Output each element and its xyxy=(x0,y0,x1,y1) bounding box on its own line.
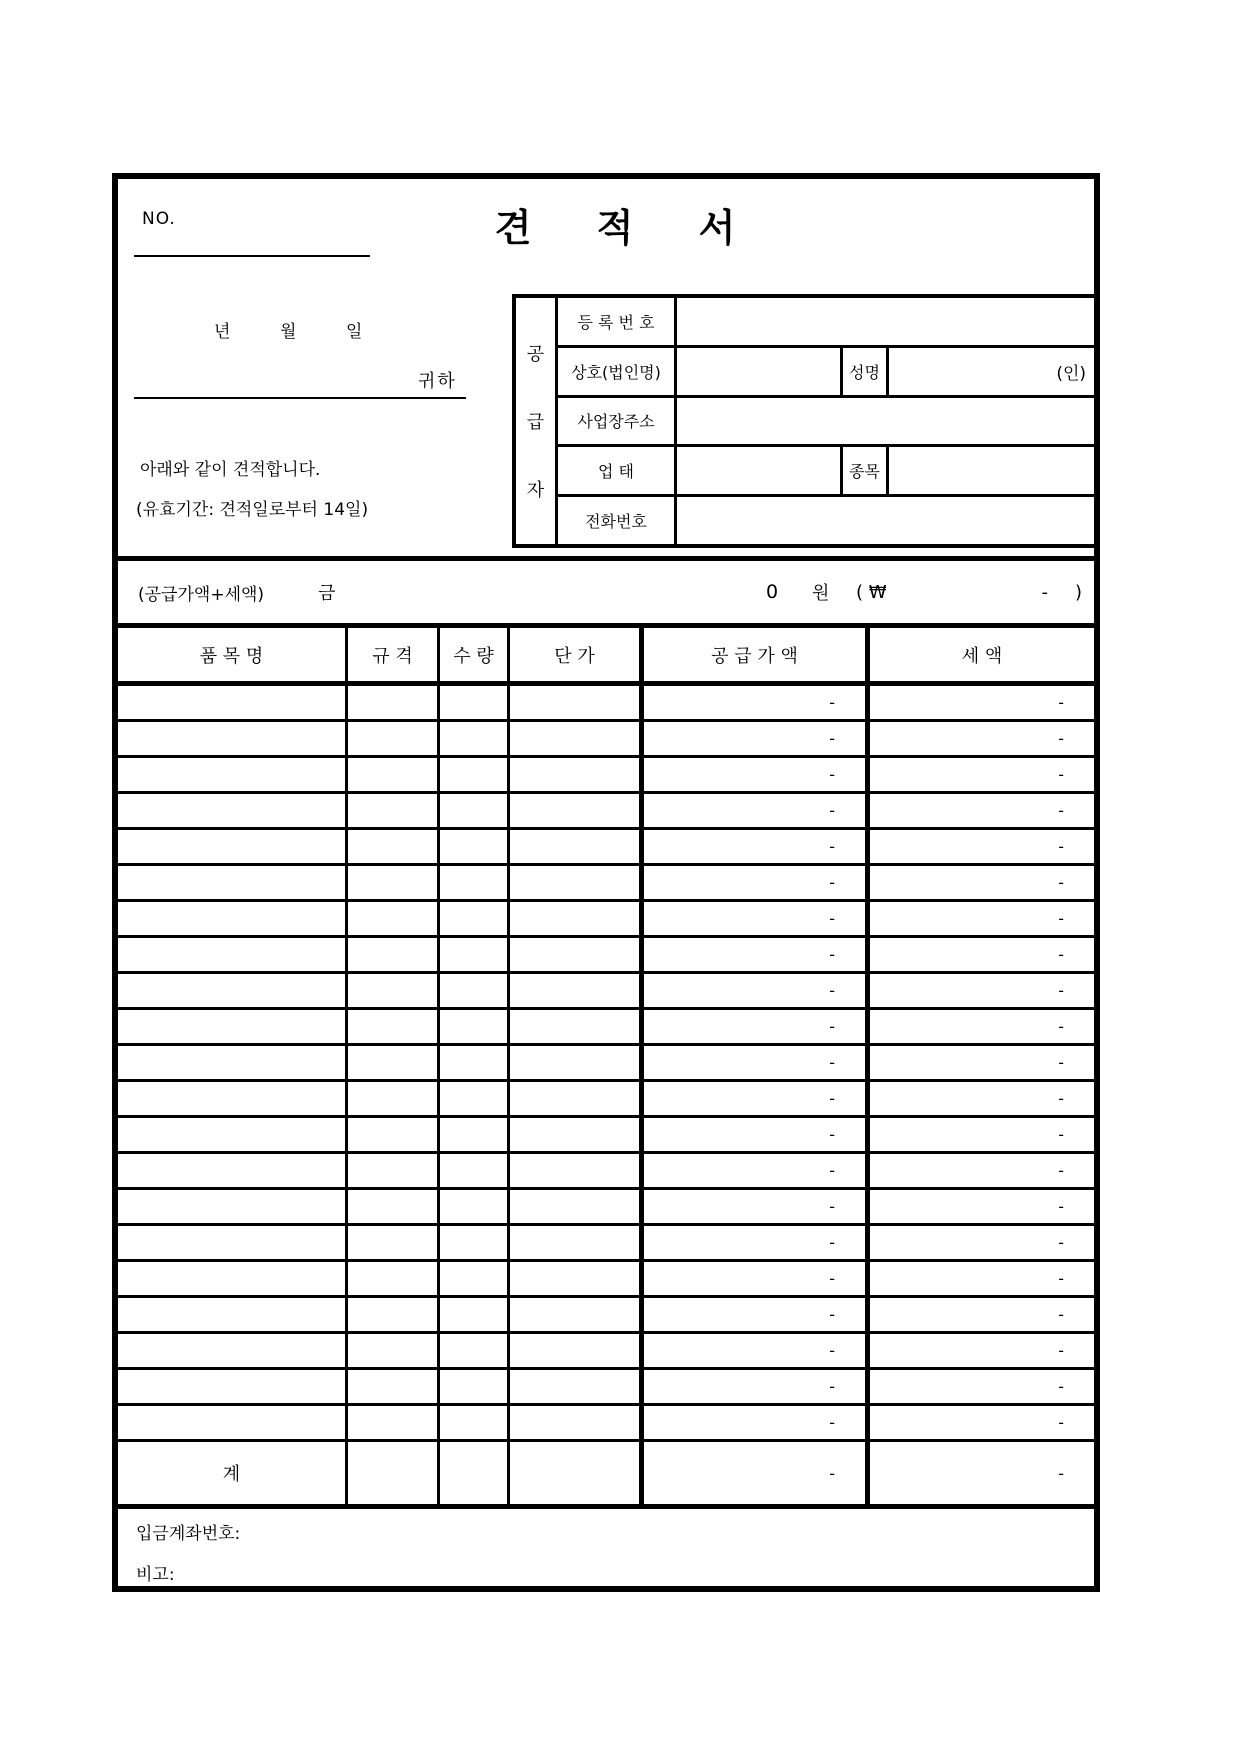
item-spec-cell xyxy=(348,794,440,827)
item-unit-price-cell xyxy=(510,974,644,1007)
amount-row xyxy=(118,561,1094,628)
item-row xyxy=(118,1082,1094,1118)
close-paren: ) xyxy=(1074,581,1082,603)
item-qty-cell xyxy=(440,1010,510,1043)
item-row xyxy=(118,1154,1094,1190)
item-unit-price-cell xyxy=(510,1046,644,1079)
item-name-cell xyxy=(118,1298,348,1331)
item-spec-cell xyxy=(348,686,440,719)
item-unit-price-cell xyxy=(510,938,644,971)
item-tax-cell: - xyxy=(1058,1377,1064,1396)
item-name-cell xyxy=(118,1118,348,1151)
item-unit-price-cell xyxy=(510,686,644,719)
registration-label: 등 록 번 호 xyxy=(558,298,677,345)
item-tax-cell: - xyxy=(1058,1269,1064,1288)
item-supply-value-cell: - xyxy=(644,1334,870,1367)
item-name-cell xyxy=(118,1370,348,1403)
item-name-cell xyxy=(118,1406,348,1439)
item-row xyxy=(118,1262,1094,1298)
address-label: 사업장주소 xyxy=(558,398,677,445)
item-qty-cell xyxy=(440,1370,510,1403)
item-supply-value-cell: - xyxy=(644,974,870,1007)
item-unit-price-cell xyxy=(510,866,644,899)
amount-label: (공급가액+세액) xyxy=(138,584,265,605)
item-qty-cell xyxy=(440,722,510,755)
item-row xyxy=(118,1190,1094,1226)
item-tax-cell: - xyxy=(1058,693,1064,712)
supplier-rows xyxy=(558,298,1094,544)
document-title: 견 적 서 xyxy=(494,206,762,250)
item-name-cell xyxy=(118,1190,348,1223)
item-spec-cell xyxy=(348,1190,440,1223)
address-value xyxy=(677,398,1094,445)
item-supply-value-cell: - xyxy=(644,1082,870,1115)
item-supply-value-cell: - xyxy=(644,758,870,791)
items-header-row xyxy=(118,628,1094,686)
item-unit-price-cell xyxy=(510,1370,644,1403)
item-spec-cell xyxy=(348,1370,440,1403)
recipient-label: 귀하 xyxy=(418,371,457,392)
item-spec-cell xyxy=(348,938,440,971)
company-label: 상호(법인명) xyxy=(558,348,677,395)
item-tax-cell: - xyxy=(1058,1053,1064,1072)
item-name-cell xyxy=(118,722,348,755)
item-row xyxy=(118,938,1094,974)
item-name-cell xyxy=(118,686,348,719)
item-unit-price-cell xyxy=(510,1262,644,1295)
item-spec-cell xyxy=(348,1262,440,1295)
supplier-side-label xyxy=(516,298,558,544)
phone-value xyxy=(677,497,1094,544)
item-spec-cell xyxy=(348,722,440,755)
supplier-business-row xyxy=(558,447,1094,497)
item-unit-price-cell xyxy=(510,1010,644,1043)
item-qty-cell xyxy=(440,1118,510,1151)
item-qty-cell xyxy=(440,1262,510,1295)
item-name-cell xyxy=(118,1154,348,1187)
item-name-cell xyxy=(118,794,348,827)
supplier-registration-row xyxy=(558,298,1094,348)
item-supply-value-cell: - xyxy=(644,1298,870,1331)
item-row xyxy=(118,974,1094,1010)
registration-value xyxy=(677,298,1094,345)
item-qty-cell xyxy=(440,1406,510,1439)
remarks-label: 비고: xyxy=(136,1565,175,1585)
item-supply-value-cell: - xyxy=(644,686,870,719)
open-paren: ( ₩ xyxy=(856,581,887,603)
item-row xyxy=(118,902,1094,938)
total-spec-cell xyxy=(348,1442,440,1504)
supplier-table xyxy=(512,294,1094,548)
total-label: 계 xyxy=(118,1442,348,1504)
business-item-value xyxy=(889,447,1094,494)
item-unit-price-cell xyxy=(510,1118,644,1151)
item-spec-cell xyxy=(348,1298,440,1331)
total-row xyxy=(118,1442,1094,1509)
item-spec-cell xyxy=(348,1406,440,1439)
item-unit-price-cell xyxy=(510,1406,644,1439)
item-unit-price-cell xyxy=(510,1190,644,1223)
item-unit-price-cell xyxy=(510,1334,644,1367)
item-spec-cell xyxy=(348,1046,440,1079)
item-qty-cell xyxy=(440,758,510,791)
supplier-side-char: 공 xyxy=(526,344,545,365)
item-row xyxy=(118,794,1094,830)
document-footer xyxy=(118,1509,1094,1611)
item-qty-cell xyxy=(440,1334,510,1367)
item-tax-cell: - xyxy=(1058,1089,1064,1108)
item-qty-cell xyxy=(440,902,510,935)
item-supply-value-cell: - xyxy=(644,1262,870,1295)
amount-value: 0 xyxy=(766,581,779,603)
item-qty-cell xyxy=(440,1154,510,1187)
item-name-cell xyxy=(118,938,348,971)
header-qty: 수 량 xyxy=(440,628,510,681)
item-name-cell xyxy=(118,758,348,791)
header-unit-price: 단 가 xyxy=(510,628,644,681)
item-supply-value-cell: - xyxy=(644,1118,870,1151)
item-qty-cell xyxy=(440,794,510,827)
item-row xyxy=(118,830,1094,866)
header-supply-value: 공 급 가 액 xyxy=(644,628,870,681)
item-spec-cell xyxy=(348,1334,440,1367)
phone-label: 전화번호 xyxy=(558,497,677,544)
item-tax-cell: - xyxy=(1058,1305,1064,1324)
item-spec-cell xyxy=(348,902,440,935)
item-unit-price-cell xyxy=(510,1298,644,1331)
no-underline xyxy=(134,255,370,257)
item-tax-cell: - xyxy=(1058,801,1064,820)
item-qty-cell xyxy=(440,830,510,863)
item-row xyxy=(118,1046,1094,1082)
supplier-phone-row xyxy=(558,497,1094,544)
item-qty-cell xyxy=(440,1046,510,1079)
item-supply-value-cell: - xyxy=(644,938,870,971)
item-spec-cell xyxy=(348,830,440,863)
item-spec-cell xyxy=(348,1082,440,1115)
business-type-label: 업 태 xyxy=(558,447,677,494)
item-row xyxy=(118,1226,1094,1262)
item-row xyxy=(118,1370,1094,1406)
item-supply-value-cell: - xyxy=(644,1154,870,1187)
item-spec-cell xyxy=(348,1154,440,1187)
currency-label: 원 xyxy=(812,583,830,604)
item-row xyxy=(118,722,1094,758)
item-name-cell xyxy=(118,1046,348,1079)
item-name-cell xyxy=(118,1334,348,1367)
item-tax-cell: - xyxy=(1058,1125,1064,1144)
supplier-address-row xyxy=(558,398,1094,448)
item-supply-value-cell: - xyxy=(644,722,870,755)
item-unit-price-cell xyxy=(510,722,644,755)
item-row xyxy=(118,1298,1094,1334)
item-tax-cell: - xyxy=(1058,1161,1064,1180)
greeting-line: 아래와 같이 견적합니다. xyxy=(140,460,321,480)
company-value xyxy=(677,348,843,395)
item-row xyxy=(118,686,1094,722)
header-tax: 세 액 xyxy=(961,645,1003,667)
item-qty-cell xyxy=(440,686,510,719)
item-qty-cell xyxy=(440,1190,510,1223)
header-section xyxy=(118,179,1094,561)
recipient-underline xyxy=(134,397,466,399)
no-label: NO. xyxy=(142,209,176,229)
item-unit-price-cell xyxy=(510,1226,644,1259)
money-label: 금 xyxy=(318,583,336,604)
item-supply-value-cell: - xyxy=(644,794,870,827)
item-unit-price-cell xyxy=(510,758,644,791)
item-supply-value-cell: - xyxy=(644,1190,870,1223)
item-tax-cell: - xyxy=(1058,945,1064,964)
header-spec: 규 격 xyxy=(348,628,440,681)
item-spec-cell xyxy=(348,974,440,1007)
item-qty-cell xyxy=(440,1082,510,1115)
total-qty-cell xyxy=(440,1442,510,1504)
item-tax-cell: - xyxy=(1058,909,1064,928)
item-supply-value-cell: - xyxy=(644,1406,870,1439)
item-row xyxy=(118,1334,1094,1370)
item-qty-cell xyxy=(440,974,510,1007)
seal-label: (인) xyxy=(1056,363,1086,384)
item-tax-cell: - xyxy=(1058,981,1064,1000)
item-name-cell xyxy=(118,830,348,863)
item-row xyxy=(118,1118,1094,1154)
item-supply-value-cell: - xyxy=(644,1010,870,1043)
item-qty-cell xyxy=(440,1298,510,1331)
item-spec-cell xyxy=(348,866,440,899)
item-supply-value-cell: - xyxy=(644,1226,870,1259)
item-row xyxy=(118,866,1094,902)
item-qty-cell xyxy=(440,1226,510,1259)
item-name-cell xyxy=(118,1082,348,1115)
item-tax-cell: - xyxy=(1058,1341,1064,1360)
business-item-label: 종목 xyxy=(843,447,889,494)
item-name-cell xyxy=(118,1226,348,1259)
item-name-cell xyxy=(118,866,348,899)
item-tax-cell: - xyxy=(1058,729,1064,748)
item-tax-cell: - xyxy=(1058,1197,1064,1216)
day-label: 일 xyxy=(346,322,363,342)
item-rows xyxy=(118,686,1094,1442)
item-unit-price-cell xyxy=(510,1154,644,1187)
year-label: 년 xyxy=(214,322,231,342)
quotation-document xyxy=(112,173,1100,1592)
item-qty-cell xyxy=(440,938,510,971)
item-tax-cell: - xyxy=(1058,1233,1064,1252)
total-unit-price-cell xyxy=(510,1442,644,1504)
item-spec-cell xyxy=(348,758,440,791)
item-row xyxy=(118,1406,1094,1442)
month-label: 월 xyxy=(280,322,297,342)
item-name-cell xyxy=(118,974,348,1007)
supplier-side-char: 급 xyxy=(526,412,545,433)
item-supply-value-cell: - xyxy=(644,902,870,935)
total-supply-value: - xyxy=(644,1442,870,1504)
item-spec-cell xyxy=(348,1010,440,1043)
name-label: 성명 xyxy=(843,348,889,395)
item-tax-cell: - xyxy=(1058,765,1064,784)
item-unit-price-cell xyxy=(510,1082,644,1115)
account-label: 입금계좌번호: xyxy=(136,1524,241,1544)
item-unit-price-cell xyxy=(510,794,644,827)
supplier-company-row xyxy=(558,348,1094,398)
item-tax-cell: - xyxy=(1058,1413,1064,1432)
header-item-name: 품 목 명 xyxy=(118,628,348,681)
amount-dash: - xyxy=(1041,581,1048,603)
supplier-side-char: 자 xyxy=(526,480,545,501)
item-tax-cell: - xyxy=(1058,1017,1064,1036)
validity-line: (유효기간: 견적일로부터 14일) xyxy=(136,500,369,520)
item-spec-cell xyxy=(348,1226,440,1259)
item-supply-value-cell: - xyxy=(644,1370,870,1403)
item-name-cell xyxy=(118,902,348,935)
item-name-cell xyxy=(118,1262,348,1295)
item-qty-cell xyxy=(440,866,510,899)
item-unit-price-cell xyxy=(510,902,644,935)
total-tax: - xyxy=(1058,1463,1064,1483)
item-unit-price-cell xyxy=(510,830,644,863)
name-value xyxy=(889,348,1094,395)
item-row xyxy=(118,758,1094,794)
item-name-cell xyxy=(118,1010,348,1043)
item-row xyxy=(118,1010,1094,1046)
item-supply-value-cell: - xyxy=(644,1046,870,1079)
item-supply-value-cell: - xyxy=(644,830,870,863)
item-tax-cell: - xyxy=(1058,873,1064,892)
item-spec-cell xyxy=(348,1118,440,1151)
item-tax-cell: - xyxy=(1058,837,1064,856)
item-supply-value-cell: - xyxy=(644,866,870,899)
business-type-value xyxy=(677,447,843,494)
